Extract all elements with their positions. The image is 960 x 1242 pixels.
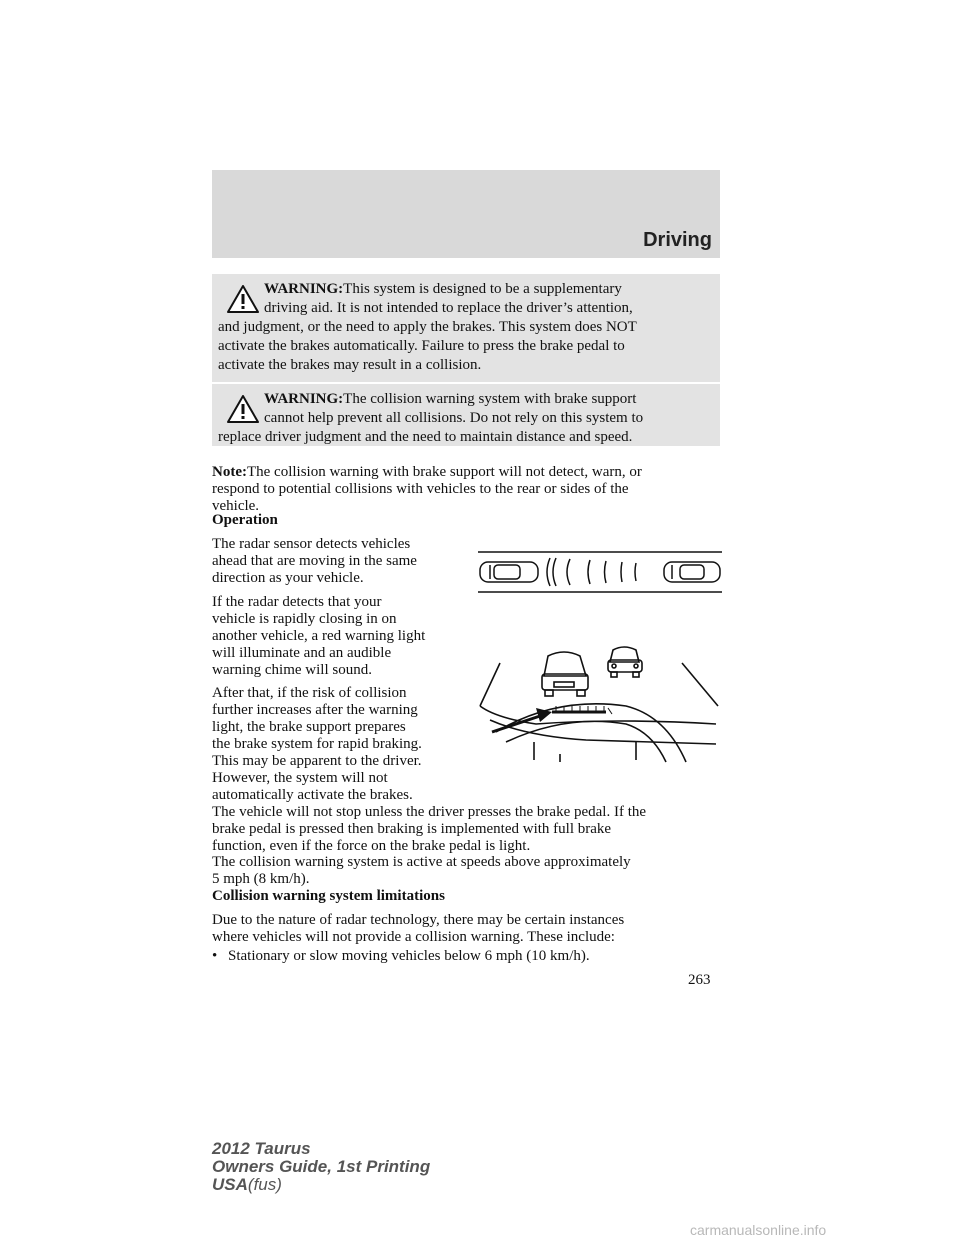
warning-text: The collision warning system with brake support [343, 391, 637, 407]
operation-heading: Operation [212, 512, 278, 528]
limitations-paragraph: Due to the nature of radar technology, there may be certain instances where vehicles will not provide a collision warning. These include: [212, 912, 625, 945]
page-number: 263 [688, 972, 711, 988]
warning-text: activate the brakes automatically. Failure to press the brake pedal to [218, 338, 625, 354]
radar-road-diagram [478, 552, 722, 592]
watermark: carmanualsonline.info [690, 1222, 827, 1238]
driver-view-diagram [480, 647, 718, 762]
note-text: The collision warning with brake support will not detect, warn, or [246, 464, 642, 480]
note-text: respond to potential collisions with vehicles to the rear or sides of the [212, 481, 629, 497]
section-title: Driving [643, 229, 712, 251]
operation-paragraph-1: The radar sensor detects vehicles ahead that are moving in the same direction as your vehicle. [212, 536, 417, 586]
warning-box-2 [212, 384, 720, 446]
note-text: vehicle. [212, 498, 260, 514]
operation-paragraph-5: The collision warning system is active at speeds above approximately 5 mph (8 km/h). [212, 854, 631, 887]
document-footer: 2012 Taurus Owners Guide, 1st Printing USA(fus) [212, 1139, 431, 1194]
warning-text: This system is designed to be a supplementary [343, 281, 622, 297]
operation-paragraph-2: If the radar detects that your vehicle is rapidly closing in on another vehicle, a red warning light will illuminate and an audible warning chime will sound. [212, 594, 426, 678]
warning-text: and judgment, or the need to apply the brakes. This system does NOT [218, 319, 637, 335]
warning-text: cannot help prevent all collisions. Do not rely on this system to [264, 410, 644, 426]
warning-label: WARNING: [264, 281, 344, 297]
operation-paragraph-4: The vehicle will not stop unless the driver presses the brake pedal. If the brake pedal is pressed then braking is implemented with full brake function, even if the force on the brake pedal is light. [212, 804, 647, 854]
warning-box-1 [212, 274, 720, 382]
bullet: • [212, 948, 218, 964]
note-paragraph [212, 464, 642, 515]
warning-label: WARNING: [264, 391, 344, 407]
operation-paragraph-3: After that, if the risk of collision further increases after the warning light, the brake support prepares the brake system for rapid braking. This may be apparent to the driver. However, the system will not automatically activate the brakes. [212, 685, 422, 803]
section-header-band [212, 170, 720, 258]
warning-text: replace driver judgment and the need to maintain distance and speed. [218, 429, 633, 445]
limitations-heading: Collision warning system limitations [212, 888, 445, 904]
list-item: • Stationary or slow moving vehicles below 6 mph (10 km/h). [212, 948, 590, 964]
note-label: Note: [212, 464, 247, 480]
radar-illustration [476, 546, 726, 772]
warning-triangle-icon [226, 284, 260, 314]
warning-triangle-icon [226, 394, 260, 424]
warning-text: activate the brakes may result in a collision. [218, 357, 482, 373]
warning-text: driving aid. It is not intended to replace the driver’s attention, [264, 300, 633, 316]
